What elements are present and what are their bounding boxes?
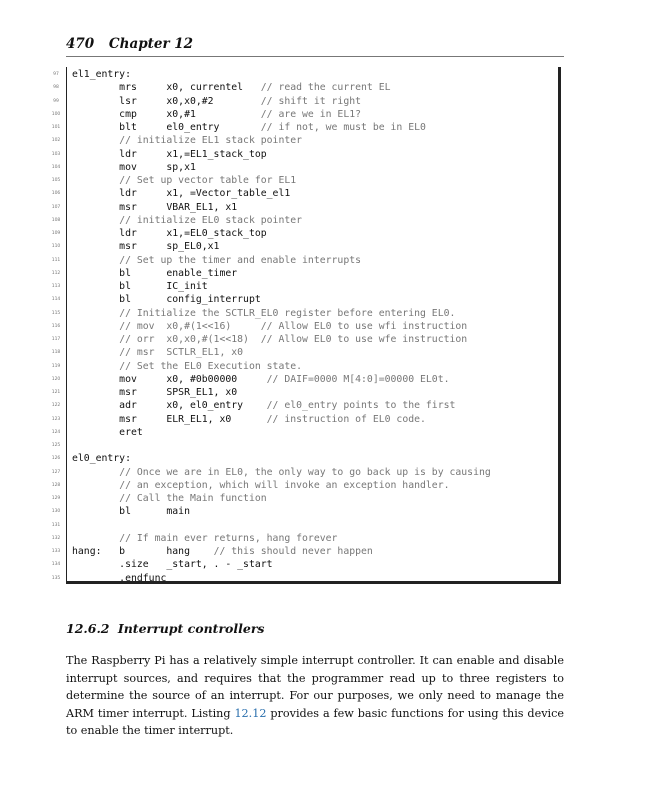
code-line: [51, 214, 562, 227]
code-line: [51, 346, 562, 359]
code-text: bl config_interrupt: [72, 294, 261, 306]
code-line: [53, 95, 562, 108]
code-line: [51, 558, 562, 571]
code-text: msr sp_EL0,x1: [72, 241, 220, 253]
code-comment: // If main ever returns, hang forever: [119, 532, 338, 544]
code-line: [53, 81, 562, 94]
code-text: [72, 135, 119, 146]
code-text: [72, 533, 119, 544]
code-line: [51, 293, 562, 306]
line-number: 123: [51, 416, 61, 422]
line-number: 129: [51, 496, 61, 501]
line-number: 103: [51, 151, 61, 157]
code-text: lsr x0,x0,#2: [72, 95, 261, 107]
code-text: hang: b hang: [72, 546, 214, 557]
code-comment: // Initialize the SCTLR_EL0 register before entering EL0.: [119, 307, 456, 319]
line-number: 122: [51, 403, 61, 409]
code-line: [51, 240, 562, 253]
line-number: 135: [51, 575, 61, 581]
code-text: [72, 347, 119, 358]
code-text: [72, 334, 119, 345]
line-number: 104: [51, 164, 61, 170]
line-number: 128: [51, 482, 61, 488]
line-number: 109: [51, 231, 61, 236]
code-text: [72, 215, 119, 226]
code-comment: // initialize EL0 stack pointer: [119, 214, 303, 226]
code-line: [51, 466, 562, 479]
code-line: [51, 519, 562, 532]
line-number: 100: [51, 111, 61, 117]
code-text: [72, 308, 119, 319]
line-number: 125: [51, 443, 61, 448]
code-text: [72, 361, 119, 372]
line-number: 119: [51, 363, 61, 369]
code-line: [51, 572, 562, 585]
code-comment: // if not, we must be in EL0: [260, 122, 426, 133]
code-line: [51, 121, 562, 134]
code-line: [51, 505, 562, 518]
line-number: 134: [51, 562, 61, 568]
code-comment: // instruction of EL0 code.: [266, 413, 426, 425]
code-line: [51, 333, 562, 346]
line-number: 131: [51, 522, 61, 528]
code-line: [51, 320, 562, 333]
code-comment: // Once we are in EL0, the only way to go back up is by causing: [119, 466, 491, 478]
code-text: mov x0, #0b00000: [72, 373, 267, 385]
code-text: mov sp,x1: [72, 161, 196, 173]
code-line: [51, 452, 562, 465]
paragraph-text-before: The Raspberry Pi has a relatively simple interrupt controller. It can enable and disable interrupt sources, and requires that the programmer read up to three registers to determine the source of an interrupt. For our purposes, we only need to manage the ARM timer interrupt. Listing: [66, 654, 564, 720]
code-comment: // this should never happen: [213, 546, 373, 557]
code-text: eret: [72, 426, 143, 438]
code-text: bl enable_timer: [72, 267, 238, 279]
code-line: [51, 174, 562, 187]
code-comment: // msr SCTLR_EL1, x0: [119, 347, 244, 359]
code-line: [51, 201, 562, 214]
code-line: [51, 426, 562, 439]
line-number: 133: [51, 549, 61, 554]
code-line: [51, 267, 562, 280]
code-line: [53, 68, 562, 81]
code-comment: // mov x0,#(1<<16) // Allow EL0 to use wfi instruction: [119, 320, 468, 332]
line-number: 112: [51, 270, 61, 276]
code-line: [51, 545, 562, 558]
section-title: Interrupt controllers: [117, 621, 265, 636]
line-number: 124: [51, 429, 61, 435]
line-number: 130: [51, 509, 61, 515]
code-listing: [51, 68, 562, 585]
code-text: [72, 467, 119, 478]
code-text: [72, 175, 119, 186]
code-comment: // DAIF=0000 M[4:0]=00000 EL0t.: [266, 373, 450, 385]
line-number: 98: [53, 85, 59, 91]
code-line: [51, 254, 562, 267]
code-text: [72, 480, 119, 491]
code-line: [51, 386, 562, 399]
code-text: bl IC_init: [72, 281, 208, 292]
code-text: blt el0_entry: [72, 122, 261, 133]
line-number: 106: [51, 191, 61, 197]
code-text: msr VBAR_EL1, x1: [72, 201, 238, 213]
code-comment: // orr x0,x0,#(1<<18) // Allow EL0 to use wfe instruction: [119, 334, 468, 345]
line-number: 127: [51, 469, 61, 475]
code-line: [51, 148, 562, 161]
line-number: 110: [51, 244, 61, 250]
line-number: 126: [51, 456, 61, 462]
code-text: .endfunc: [72, 572, 167, 584]
line-number: 108: [51, 217, 61, 223]
section-number: 12.6.2: [66, 621, 110, 636]
code-text: adr x0, el0_entry: [72, 400, 267, 412]
code-comment: // shift it right: [260, 95, 362, 107]
code-line: [51, 161, 562, 174]
code-text: [72, 493, 119, 504]
line-number: 107: [51, 204, 61, 210]
code-line: [51, 187, 562, 200]
code-line: [51, 399, 562, 412]
code-text: ldr x1, =Vector_table_el1: [72, 188, 291, 200]
code-comment: // an exception, which will invoke an exception handler.: [119, 479, 450, 491]
line-number: 113: [51, 284, 61, 289]
code-text: ldr x1,=EL1_stack_top: [72, 148, 267, 160]
paragraph-text-after: provides a few basic functions for using this device to enable the timer interrupt.: [66, 706, 564, 738]
line-number: 115: [51, 310, 61, 316]
line-number: 117: [51, 337, 61, 342]
code-line: [51, 413, 562, 426]
code-text: msr ELR_EL1, x0: [72, 413, 267, 425]
line-number: 102: [51, 138, 61, 144]
code-comment: // initialize EL1 stack pointer: [119, 135, 303, 147]
line-number: 132: [51, 535, 61, 541]
line-number: 97: [53, 72, 59, 77]
section-heading: [66, 621, 264, 636]
line-number: 118: [51, 350, 61, 356]
code-text: bl main: [72, 506, 190, 518]
code-line: [51, 439, 562, 452]
code-text: .size _start, . - _start: [72, 559, 273, 571]
code-line: [51, 360, 562, 373]
body-paragraph: [66, 652, 564, 740]
code-text: el1_entry:: [72, 69, 131, 80]
code-text: el0_entry:: [72, 453, 131, 465]
code-comment: // Set the EL0 Execution state.: [119, 360, 303, 372]
page-header: [66, 36, 564, 52]
code-line: [51, 532, 562, 545]
line-number: 105: [51, 178, 61, 183]
code-comment: // Set up vector table for EL1: [119, 175, 297, 186]
code-text: cmp x0,#1: [72, 108, 261, 120]
code-line: [51, 280, 562, 293]
chapter-title: Chapter 12: [108, 36, 194, 52]
code-line: [51, 227, 562, 240]
line-number: 116: [51, 323, 61, 329]
code-line: [51, 479, 562, 492]
line-number: 111: [51, 257, 61, 263]
header-rule: [66, 56, 564, 57]
line-number: 101: [51, 125, 61, 130]
code-text: [72, 321, 119, 332]
code-line: [51, 373, 562, 386]
code-line: [51, 108, 562, 121]
listing-link[interactable]: 12.12: [234, 706, 267, 720]
line-number: 114: [51, 297, 61, 303]
code-text: ldr x1,=EL0_stack_top: [72, 228, 267, 239]
code-comment: // Set up the timer and enable interrupts: [119, 254, 362, 266]
line-number: 120: [51, 376, 61, 382]
code-text: [72, 255, 119, 266]
page-number: 470: [66, 36, 95, 52]
line-number: 99: [53, 98, 59, 104]
code-line: [51, 134, 562, 147]
line-number: 121: [51, 390, 61, 395]
code-comment: // Call the Main function: [119, 493, 267, 504]
code-comment: // are we in EL1?: [260, 108, 362, 120]
code-text: msr SPSR_EL1, x0: [72, 387, 238, 398]
code-text: mrs x0, currentel: [72, 82, 261, 94]
code-line: [51, 307, 562, 320]
code-line: [51, 492, 562, 505]
code-comment: // el0_entry points to the first: [266, 400, 456, 412]
code-comment: // read the current EL: [260, 82, 391, 94]
